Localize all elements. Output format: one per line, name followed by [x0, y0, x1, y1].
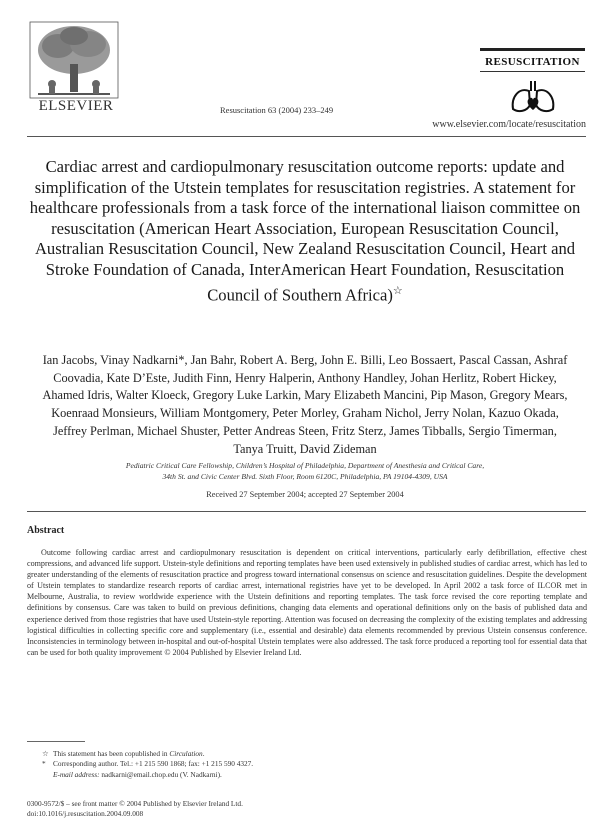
- footnote-asterisk-mark: *: [42, 759, 46, 769]
- journal-citation: Resuscitation 63 (2004) 233–249: [220, 105, 334, 115]
- abstract-divider: [27, 511, 586, 512]
- author-list: Ian Jacobs, Vinay Nadkarni*, Jan Bahr, Robert A. Berg, John E. Billi, Leo Bossaert, Pascal Cassan, Ashraf Coovadia, Kate D’Este, Judith Finn, Henry Halperin, Anthony Handley, Johan Herlitz, Robert Hickey, Ahamed Idris, Walter Kloeck, Gregory Luke Larkin, Mary Elizabeth Mancini, Pip Mason, Gregory Mears, Koenraad Monsieurs, William Montgomery, Peter Morley, Graham Nichol, Jerry Nolan, Kazuo Okada, Jeffrey Perlman, Michael Shuster, Petter Andreas Steen, Fritz Sterz, James Tibballs, Sergio Timerman, Tanya Truitt, David Zideman: [42, 353, 568, 456]
- footnote-journal: Circulation: [169, 749, 203, 758]
- issn-block: [27, 799, 547, 820]
- publisher-name: ELSEVIER: [38, 98, 114, 114]
- journal-rule-top: [480, 48, 585, 51]
- email-label: E-mail address:: [53, 769, 100, 779]
- article-title: [24, 157, 586, 306]
- affiliation-line-1: Pediatric Critical Care Fellowship, Children’s Hospital of Philadelphia, Department of Anesthesia and Critical Care,: [125, 461, 485, 470]
- received-dates: Received 27 September 2004; accepted 27 September 2004: [206, 490, 404, 499]
- abstract-text: Outcome following cardiac arrest and cardiopulmonary resuscitation is dependent on critical interventions, particularly early defibrillation, effective chest compressions, and advanced life support. Utstein-style definitions and reporting templates have been used extensively in published studies of cardiac arrest, which has led to greater understanding of the elements of resuscitation practice and progress toward international consensus on science and resuscitation guidelines. Despite the development of Utstein templates to standardize research reports of cardiac arrest, international registries have yet to be developed. In April 2002 a task force of ILCOR met in Melbourne, Australia, to review worldwide experience with the Utstein definitions and reporting templates. The task force revised the core reporting template and definitions by consensus. Care was taken to build on previous definitions, changing data elements and operational definitions only on the basis of published data and experience derived from those registries that have used Utstein-style reporting. Attention was focused on decreasing the complexity of the existing templates and addressing logistical difficulties in collecting specific core and supplementary (i.e., essential and desirable) data elements recommended by previous Utstein consensus conference. Inconsistencies in terminology between in-hospital and out-of-hospital Utstein templates were also addressed. The task force produced a reporting tool for essential data that can be used for both quality improvement © 2004 Published by Elsevier Ireland Ltd.: [27, 548, 587, 657]
- footnote-star-mark: ☆: [42, 749, 49, 758]
- title-footnote-mark[interactable]: ☆: [392, 284, 403, 297]
- lungs-heart-icon: [507, 77, 559, 115]
- affiliation-line-2: 34th St. and Civic Center Blvd. Sixth Floor, Room 6120C, Philadelphia, PA 19104-4309, USA: [162, 471, 448, 481]
- journal-rule: [480, 71, 585, 72]
- footnote-corresponding: [42, 759, 562, 769]
- footnotes: [42, 749, 562, 780]
- header-divider: [27, 136, 586, 137]
- footnote-divider: [27, 741, 85, 742]
- article-title-text: Cardiac arrest and cardiopulmonary resuscitation outcome reports: update and simplification of the Utstein templates for resuscitation registries. A statement for healthcare professionals from a task force of the international liaison committee on resuscitation (American Heart Association, European Resuscitation Council, Australian Resuscitation Council, New Zealand Resuscitation Council, Heart and Stroke Foundation of Canada, InterAmerican Heart Foundation, Resuscitation Council of Southern Africa): [29, 157, 581, 305]
- footnote-end: .: [202, 749, 205, 758]
- email-address[interactable]: nadkarni@email.chop.edu (V. Nadkarni).: [101, 769, 222, 779]
- journal-name: RESUSCITATION: [485, 56, 580, 68]
- corresponding-author-text: Corresponding author. Tel.: +1 215 590 1868; fax: +1 215 590 4327.: [53, 759, 254, 769]
- abstract-heading: Abstract: [27, 525, 65, 536]
- footnote-email: [42, 770, 562, 780]
- footnote-copublished-text: This statement has been copublished in: [53, 749, 168, 758]
- journal-url[interactable]: www.elsevier.com/locate/resuscitation: [432, 119, 586, 130]
- footnote-copublished: [42, 749, 562, 759]
- issn-line: 0300-9572/$ – see front matter © 2004 Published by Elsevier Ireland Ltd.: [27, 799, 243, 808]
- affiliation: [90, 461, 520, 482]
- doi-line[interactable]: doi:10.1016/j.resuscitation.2004.09.008: [27, 809, 144, 819]
